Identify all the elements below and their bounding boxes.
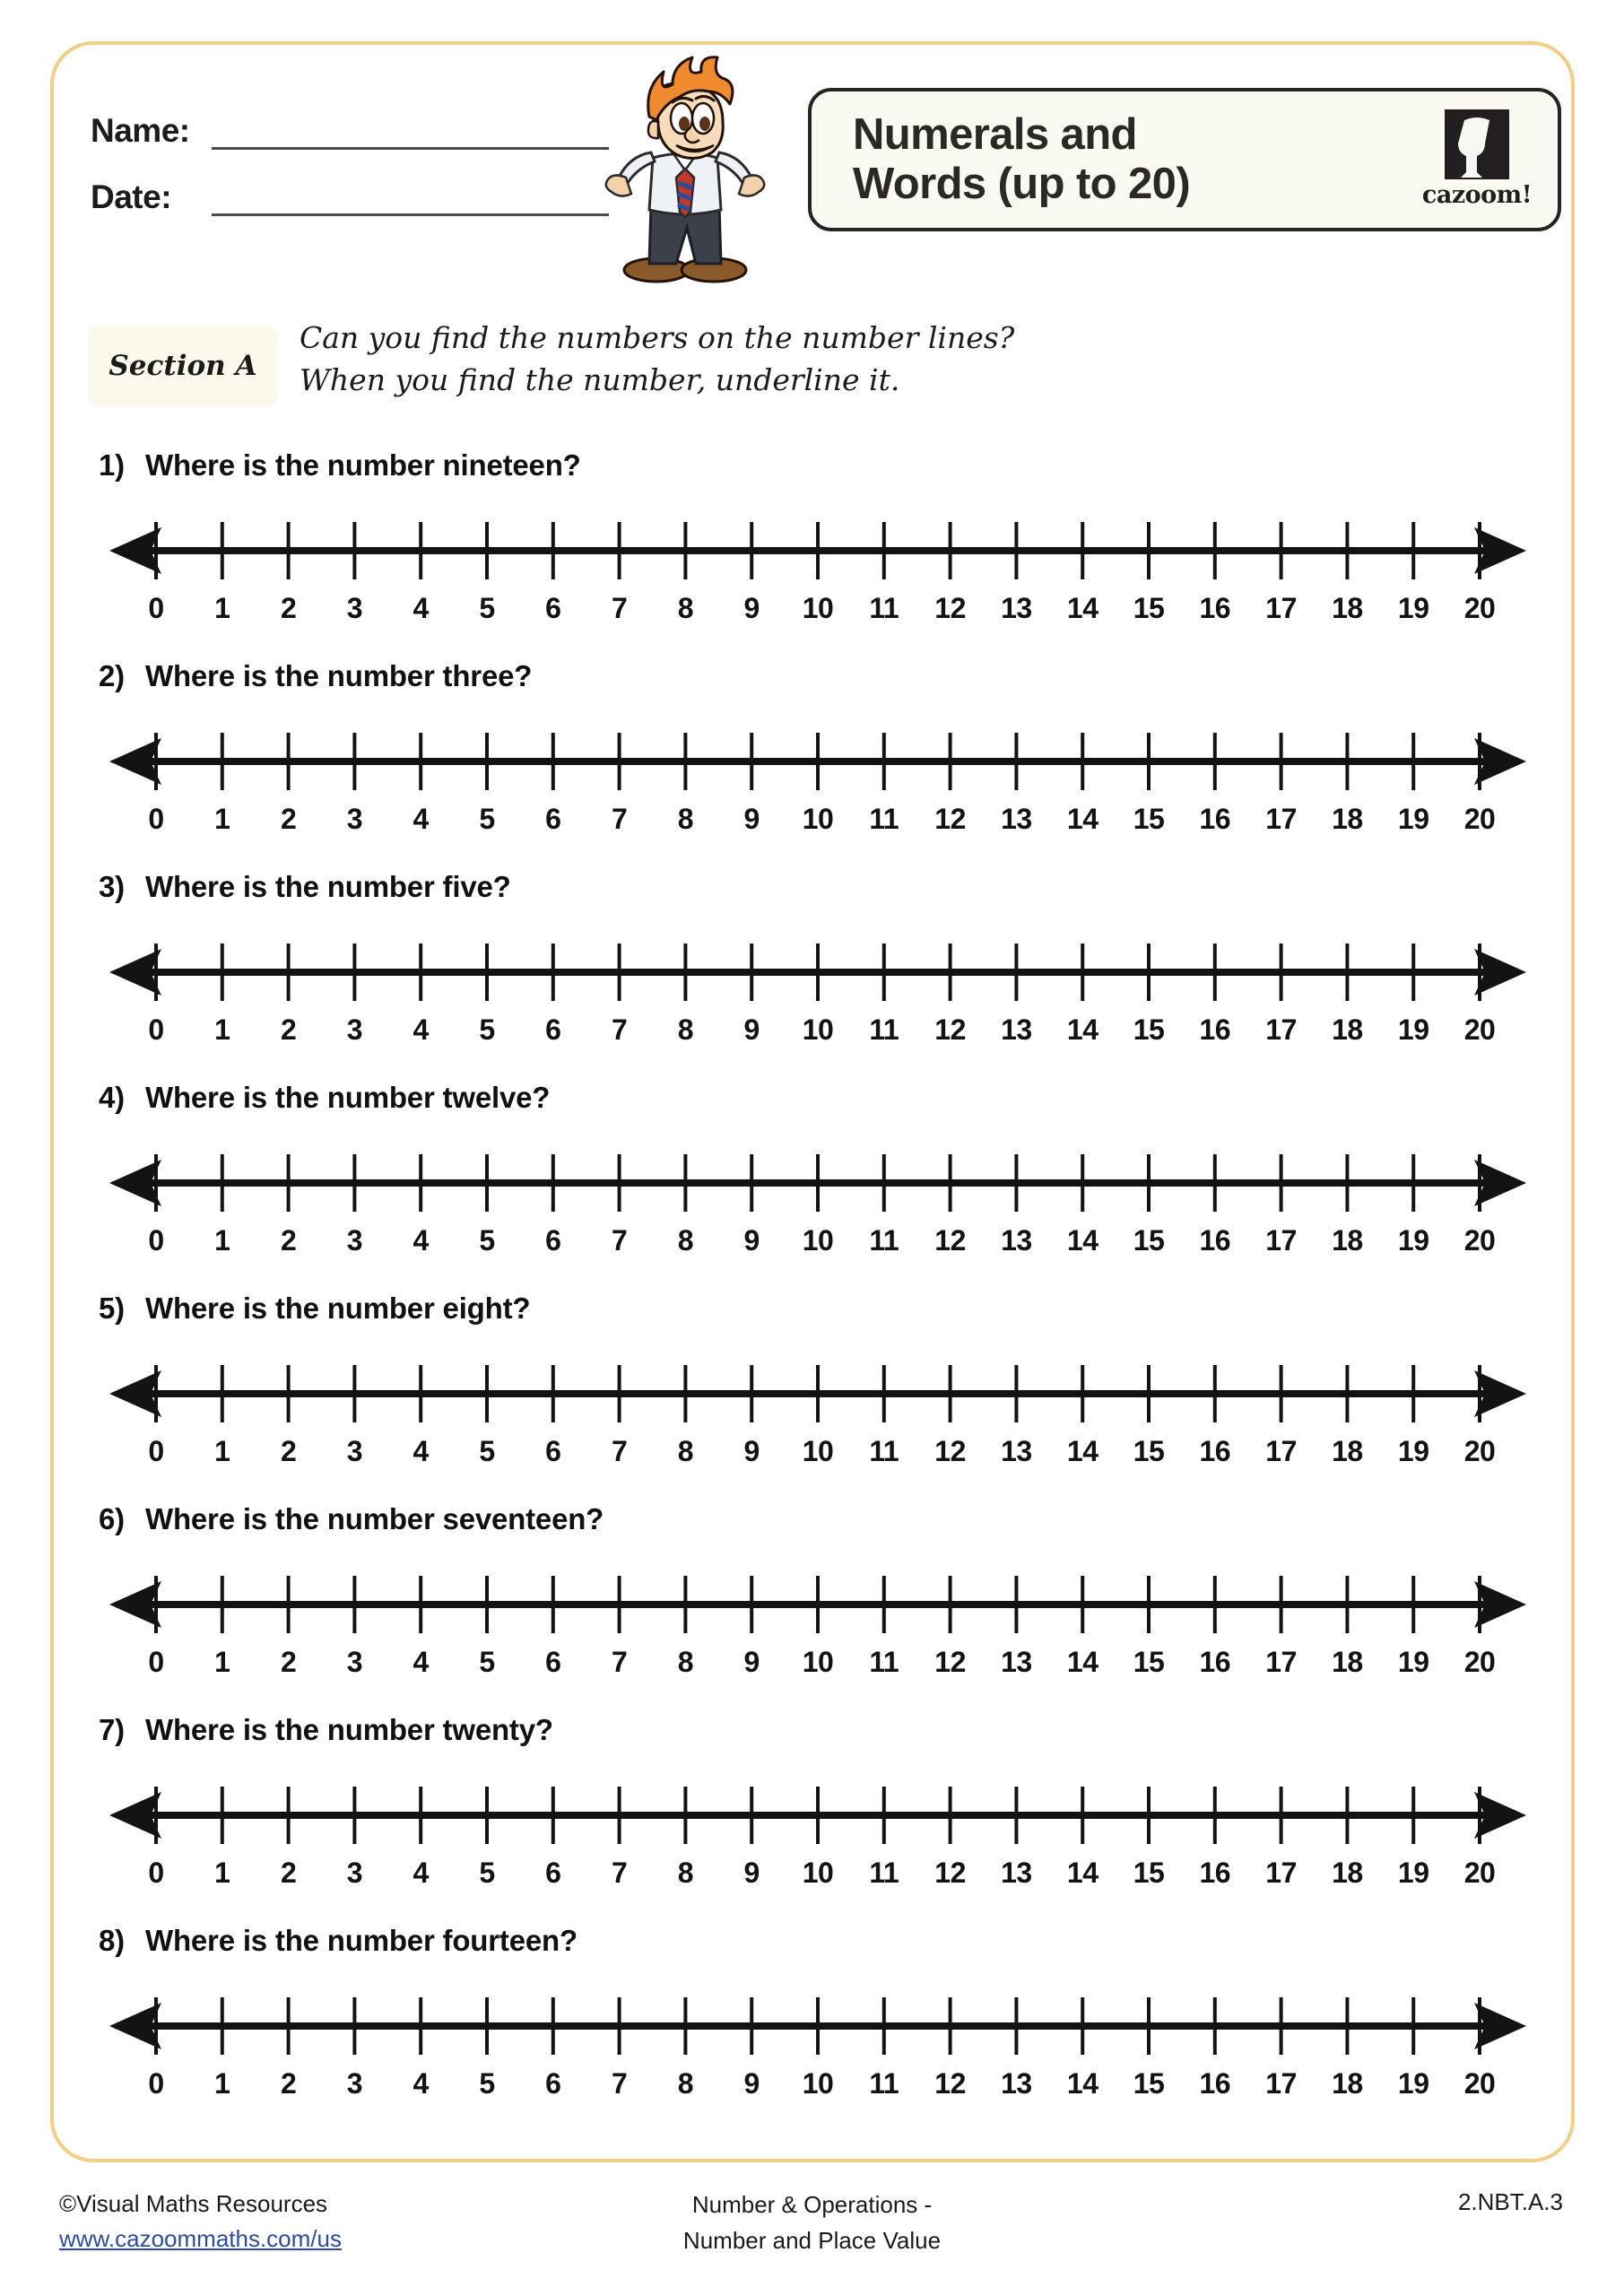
number-line-label[interactable]: 6	[545, 1224, 561, 1257]
question-text	[99, 1502, 604, 1536]
number-line-labels	[100, 1224, 1535, 1264]
number-line-label[interactable]: 14	[1066, 1224, 1099, 1257]
name-input-line[interactable]	[212, 113, 609, 150]
number-line[interactable]	[100, 1985, 1535, 2110]
number-line-label[interactable]: 18	[1332, 1224, 1363, 1257]
number-line-label[interactable]: 11	[869, 592, 899, 624]
number-line-label[interactable]: 12	[934, 1857, 966, 1889]
number-line-label[interactable]: 5	[479, 803, 495, 835]
number-line-label[interactable]: 7	[611, 592, 628, 624]
question-text	[99, 870, 511, 904]
number-line-label[interactable]: 6	[545, 1857, 561, 1889]
number-line-label[interactable]: 3	[346, 1013, 363, 1046]
number-line-label[interactable]: 17	[1265, 1013, 1297, 1046]
number-line-label[interactable]: 16	[1199, 1857, 1231, 1889]
number-line-label[interactable]: 2	[280, 2067, 297, 2100]
footer-standard-code: 2.NBT.A.3	[1457, 2188, 1563, 2215]
question-prompt: Where is the number twelve?	[145, 1081, 551, 1114]
number-line-label[interactable]: 8	[677, 2067, 694, 2100]
number-line-label[interactable]: 13	[1001, 1646, 1032, 1678]
number-line-label[interactable]: 6	[545, 592, 561, 624]
instruction-line-2: When you find the number, underline it.	[300, 361, 900, 397]
date-input-line[interactable]	[212, 179, 609, 216]
question-number: 7)	[99, 1713, 125, 1746]
number-line-label[interactable]: 7	[611, 803, 628, 835]
number-line-label[interactable]: 2	[280, 592, 297, 624]
number-line-label[interactable]: 13	[1001, 1857, 1032, 1889]
number-line-label[interactable]: 1	[214, 592, 230, 624]
number-line-label[interactable]: 5	[479, 1435, 495, 1467]
question-text	[99, 1081, 550, 1115]
number-line-label[interactable]: 14	[1066, 803, 1099, 835]
number-line-label[interactable]: 4	[413, 1013, 429, 1046]
number-line-label[interactable]: 7	[611, 1857, 628, 1889]
number-line-label[interactable]: 14	[1066, 1013, 1099, 1046]
number-line-label[interactable]: 14	[1066, 1857, 1099, 1889]
name-row	[91, 103, 629, 150]
number-line-label[interactable]: 17	[1265, 1646, 1297, 1678]
date-row	[91, 170, 629, 216]
number-line-label[interactable]: 5	[479, 2067, 495, 2100]
number-line-label[interactable]: 6	[545, 2067, 561, 2100]
question-prompt: Where is the number three?	[145, 659, 533, 692]
number-line-label[interactable]: 4	[413, 1646, 429, 1678]
number-line-label[interactable]: 1	[214, 1857, 230, 1889]
number-line-label[interactable]: 8	[677, 1224, 694, 1257]
number-line-label[interactable]: 2	[280, 1857, 297, 1889]
number-line[interactable]	[100, 720, 1535, 846]
number-line-label[interactable]: 19	[1397, 1013, 1429, 1046]
number-line-label[interactable]: 0	[148, 803, 164, 835]
question-block	[0, 1081, 1624, 1292]
number-line-label[interactable]: 20	[1463, 1013, 1496, 1046]
number-line-label[interactable]: 19	[1397, 592, 1429, 624]
number-line-label[interactable]: 2	[280, 1646, 297, 1678]
number-line-label[interactable]: 20	[1463, 1224, 1496, 1257]
number-line-label[interactable]: 9	[743, 1646, 760, 1678]
number-line-label[interactable]: 4	[413, 1224, 429, 1257]
number-line-label[interactable]: 17	[1265, 592, 1297, 624]
page-title-line2: Words (up to 20)	[853, 160, 1191, 208]
number-line-label[interactable]: 13	[1001, 803, 1032, 835]
date-label: Date:	[91, 178, 172, 215]
question-prompt: Where is the number nineteen?	[145, 448, 581, 482]
number-line-label[interactable]: 2	[280, 1224, 297, 1257]
number-line-label[interactable]: 20	[1463, 1646, 1496, 1678]
number-line-label[interactable]: 4	[413, 803, 429, 835]
question-number: 8)	[99, 1924, 125, 1957]
number-line-label[interactable]: 12	[934, 2067, 966, 2100]
number-line-label[interactable]: 10	[802, 2067, 834, 2100]
number-line-label[interactable]: 13	[1001, 1224, 1032, 1257]
number-line-label[interactable]: 19	[1397, 1646, 1429, 1678]
number-line-label[interactable]: 15	[1133, 803, 1165, 835]
number-line-label[interactable]: 13	[1001, 1013, 1032, 1046]
number-line-label[interactable]: 6	[545, 803, 561, 835]
number-line-label[interactable]: 19	[1397, 1857, 1429, 1889]
number-line-label[interactable]: 15	[1133, 1224, 1165, 1257]
number-line-label[interactable]: 3	[346, 1224, 363, 1257]
number-line-label[interactable]: 1	[214, 803, 230, 835]
number-line-label[interactable]: 4	[413, 592, 429, 624]
number-line-axis	[100, 1352, 1535, 1442]
number-line[interactable]	[100, 1774, 1535, 1900]
number-line-label[interactable]: 6	[545, 1013, 561, 1046]
number-line-label[interactable]: 16	[1199, 803, 1231, 835]
number-line-label[interactable]: 12	[934, 592, 966, 624]
number-line-label[interactable]: 11	[869, 1013, 899, 1046]
number-line-label[interactable]: 18	[1332, 1646, 1363, 1678]
question-text	[99, 1292, 530, 1326]
number-line-label[interactable]: 18	[1332, 2067, 1363, 2100]
number-line-label[interactable]: 1	[214, 1224, 230, 1257]
number-line-label[interactable]: 13	[1001, 2067, 1032, 2100]
number-line-label[interactable]: 0	[148, 1224, 164, 1257]
question-text	[99, 448, 581, 483]
number-line-label[interactable]: 15	[1133, 1013, 1165, 1046]
number-line-label[interactable]: 10	[802, 592, 834, 624]
worksheet-title-box	[808, 88, 1561, 231]
number-line-label[interactable]: 16	[1199, 2067, 1231, 2100]
number-line-label[interactable]: 17	[1265, 1224, 1297, 1257]
number-line-label[interactable]: 15	[1133, 2067, 1165, 2100]
number-line-label[interactable]: 11	[869, 1224, 899, 1257]
number-line-label[interactable]: 10	[802, 1224, 834, 1257]
number-line-label[interactable]: 9	[743, 803, 760, 835]
number-line-label[interactable]: 1	[214, 1435, 230, 1467]
number-line-label[interactable]: 13	[1001, 592, 1032, 624]
number-line-label[interactable]: 17	[1265, 1435, 1297, 1467]
number-line-label[interactable]: 18	[1332, 592, 1363, 624]
number-line-axis	[100, 509, 1535, 599]
number-line-label[interactable]: 19	[1397, 803, 1429, 835]
footer-center	[683, 2187, 941, 2259]
question-number: 1)	[99, 448, 125, 482]
number-line-label[interactable]: 1	[214, 2067, 230, 2100]
number-line-label[interactable]: 16	[1199, 1435, 1231, 1467]
page-title-line1: Numerals and	[853, 109, 1137, 159]
question-number: 6)	[99, 1502, 125, 1535]
page-title	[853, 110, 1190, 210]
question-number: 3)	[99, 870, 125, 903]
question-prompt: Where is the number eight?	[145, 1292, 531, 1325]
number-line-axis	[100, 1142, 1535, 1231]
question-number: 2)	[99, 659, 125, 692]
number-line-label[interactable]: 14	[1066, 1435, 1099, 1467]
number-line-label[interactable]: 17	[1265, 2067, 1297, 2100]
question-prompt: Where is the number seventeen?	[145, 1502, 604, 1535]
number-line-label[interactable]: 3	[346, 592, 363, 624]
number-line-axis	[100, 1774, 1535, 1864]
number-line-label[interactable]: 9	[743, 2067, 760, 2100]
number-line-label[interactable]: 4	[413, 1857, 429, 1889]
number-line-label[interactable]: 0	[148, 1435, 164, 1467]
footer-copyright: ©Visual Maths Resources	[59, 2190, 328, 2217]
number-line-label[interactable]: 12	[934, 1646, 966, 1678]
number-line-label[interactable]: 7	[611, 2067, 628, 2100]
number-line-label[interactable]: 19	[1397, 2067, 1429, 2100]
number-line-label[interactable]: 17	[1265, 803, 1297, 835]
number-line-label[interactable]: 16	[1199, 1013, 1231, 1046]
name-label: Name:	[91, 112, 190, 149]
number-line-label[interactable]: 16	[1199, 592, 1231, 624]
number-line-label[interactable]: 2	[280, 1435, 297, 1467]
number-line-label[interactable]: 16	[1199, 1646, 1231, 1678]
number-line-label[interactable]: 8	[677, 1013, 694, 1046]
section-instructions	[300, 317, 1014, 402]
number-line-labels	[100, 1646, 1535, 1685]
number-line-labels	[100, 1857, 1535, 1896]
number-line-labels	[100, 1435, 1535, 1474]
number-line-labels	[100, 2067, 1535, 2107]
number-line-label[interactable]: 0	[148, 592, 164, 624]
number-line-label[interactable]: 11	[869, 1435, 899, 1467]
question-prompt: Where is the number twenty?	[145, 1713, 553, 1746]
number-line-label[interactable]: 8	[677, 1646, 694, 1678]
number-line-label[interactable]: 0	[148, 1857, 164, 1889]
cazoom-logo	[1423, 109, 1531, 219]
number-line-label[interactable]: 20	[1463, 1435, 1496, 1467]
section-badge	[88, 325, 278, 407]
number-line-label[interactable]: 11	[869, 1646, 899, 1678]
number-line-label[interactable]: 16	[1199, 1224, 1231, 1257]
number-line-label[interactable]: 13	[1001, 1435, 1032, 1467]
number-line-label[interactable]: 6	[545, 1435, 561, 1467]
number-line-label[interactable]: 18	[1332, 803, 1363, 835]
question-number: 5)	[99, 1292, 125, 1325]
number-line[interactable]	[100, 1142, 1535, 1267]
number-line-label[interactable]: 2	[280, 1013, 297, 1046]
number-line-label[interactable]: 17	[1265, 1857, 1297, 1889]
number-line-label[interactable]: 18	[1332, 1435, 1363, 1467]
number-line-axis	[100, 931, 1535, 1021]
worksheet-header	[50, 54, 1575, 296]
number-line-label[interactable]: 1	[214, 1646, 230, 1678]
question-block	[0, 1713, 1624, 1924]
number-line-labels	[100, 1013, 1535, 1053]
number-line-label[interactable]: 5	[479, 592, 495, 624]
question-block	[0, 1502, 1624, 1713]
worksheet-footer	[0, 2187, 1624, 2294]
number-line-label[interactable]: 7	[611, 1646, 628, 1678]
number-line-label[interactable]: 19	[1397, 1435, 1429, 1467]
number-line-label[interactable]: 20	[1463, 592, 1496, 624]
number-line-label[interactable]: 3	[346, 1857, 363, 1889]
name-date-block	[91, 103, 629, 236]
number-line-label[interactable]: 5	[479, 1013, 495, 1046]
number-line-axis	[100, 1985, 1535, 2074]
question-text	[99, 659, 532, 693]
number-line-label[interactable]: 15	[1133, 592, 1165, 624]
number-line-label[interactable]: 9	[743, 1224, 760, 1257]
question-number: 4)	[99, 1081, 125, 1114]
number-line-label[interactable]: 20	[1463, 803, 1496, 835]
section-label: Section A	[109, 350, 257, 382]
number-line-label[interactable]: 5	[479, 1224, 495, 1257]
instruction-line-1: Can you find the numbers on the number lines?	[300, 320, 1015, 355]
number-line-label[interactable]: 10	[802, 1646, 834, 1678]
number-line-label[interactable]: 7	[611, 1013, 628, 1046]
number-line-axis	[100, 1563, 1535, 1653]
number-line-label[interactable]: 20	[1463, 1857, 1496, 1889]
number-line-label[interactable]: 10	[802, 1013, 834, 1046]
number-line-label[interactable]: 11	[869, 1857, 899, 1889]
number-line-label[interactable]: 12	[934, 1013, 966, 1046]
footer-left	[59, 2187, 342, 2257]
number-line-label[interactable]: 3	[346, 803, 363, 835]
footer-website-link[interactable]: www.cazoommaths.com/us	[59, 2225, 342, 2252]
number-line-label[interactable]: 12	[934, 803, 966, 835]
number-line-label[interactable]: 15	[1133, 1857, 1165, 1889]
questions-list	[0, 448, 1624, 2135]
question-block	[0, 448, 1624, 659]
number-line-label[interactable]: 14	[1066, 2067, 1099, 2100]
number-line-label[interactable]: 15	[1133, 1435, 1165, 1467]
cartoon-mascot-icon	[586, 52, 784, 285]
number-line[interactable]	[100, 931, 1535, 1057]
number-line-label[interactable]: 3	[346, 2067, 363, 2100]
number-line-label[interactable]: 15	[1133, 1646, 1165, 1678]
number-line-label[interactable]: 11	[869, 803, 899, 835]
question-text	[99, 1924, 578, 1958]
number-line-label[interactable]: 6	[545, 1646, 561, 1678]
number-line-label[interactable]: 19	[1397, 1224, 1429, 1257]
question-prompt: Where is the number five?	[145, 870, 511, 903]
cazoom-cup-icon	[1445, 109, 1509, 179]
footer-center-line2: Number and Place Value	[682, 2227, 942, 2255]
number-line-label[interactable]: 3	[346, 1435, 363, 1467]
number-line-label[interactable]: 4	[413, 1435, 429, 1467]
question-block	[0, 1924, 1624, 2135]
number-line-label[interactable]: 7	[611, 1224, 628, 1257]
number-line-label[interactable]: 10	[802, 1435, 834, 1467]
number-line-label[interactable]: 5	[479, 1857, 495, 1889]
number-line-label[interactable]: 8	[677, 592, 694, 624]
number-line-label[interactable]: 18	[1332, 1013, 1363, 1046]
number-line-axis	[100, 720, 1535, 810]
number-line-labels	[100, 592, 1535, 631]
number-line-label[interactable]: 0	[148, 1013, 164, 1046]
number-line-label[interactable]: 4	[413, 2067, 429, 2100]
number-line-label[interactable]: 12	[934, 1224, 966, 1257]
number-line-label[interactable]: 5	[479, 1646, 495, 1678]
number-line-label[interactable]: 12	[934, 1435, 966, 1467]
question-prompt: Where is the number fourteen?	[145, 1924, 578, 1957]
number-line-label[interactable]: 18	[1332, 1857, 1363, 1889]
number-line-label[interactable]: 7	[611, 1435, 628, 1467]
number-line[interactable]	[100, 509, 1535, 635]
number-line-label[interactable]: 2	[280, 803, 297, 835]
number-line-label[interactable]: 9	[743, 592, 760, 624]
number-line[interactable]	[100, 1352, 1535, 1478]
number-line-labels	[100, 803, 1535, 842]
number-line-label[interactable]: 10	[802, 803, 834, 835]
number-line-label[interactable]: 20	[1463, 2067, 1496, 2100]
question-block	[0, 659, 1624, 870]
number-line-label[interactable]: 14	[1066, 1646, 1099, 1678]
section-header	[88, 320, 1541, 413]
question-block	[0, 870, 1624, 1081]
number-line-label[interactable]: 3	[346, 1646, 363, 1678]
number-line-label[interactable]: 11	[869, 2067, 899, 2100]
number-line-label[interactable]: 8	[677, 1435, 694, 1467]
number-line-label[interactable]: 0	[148, 1646, 164, 1678]
number-line-label[interactable]: 10	[802, 1857, 834, 1889]
number-line-label[interactable]: 8	[677, 803, 694, 835]
question-text	[99, 1713, 553, 1747]
number-line-label[interactable]: 8	[677, 1857, 694, 1889]
number-line-label[interactable]: 1	[214, 1013, 230, 1046]
number-line-label[interactable]: 0	[148, 2067, 164, 2100]
number-line-label[interactable]: 14	[1066, 592, 1099, 624]
number-line-label[interactable]: 9	[743, 1857, 760, 1889]
footer-center-line1: Number & Operations -	[691, 2191, 933, 2218]
question-block	[0, 1292, 1624, 1502]
cazoom-wordmark: cazoom!	[1421, 181, 1533, 209]
number-line-label[interactable]: 9	[743, 1013, 760, 1046]
number-line-label[interactable]: 9	[743, 1435, 760, 1467]
number-line[interactable]	[100, 1563, 1535, 1689]
